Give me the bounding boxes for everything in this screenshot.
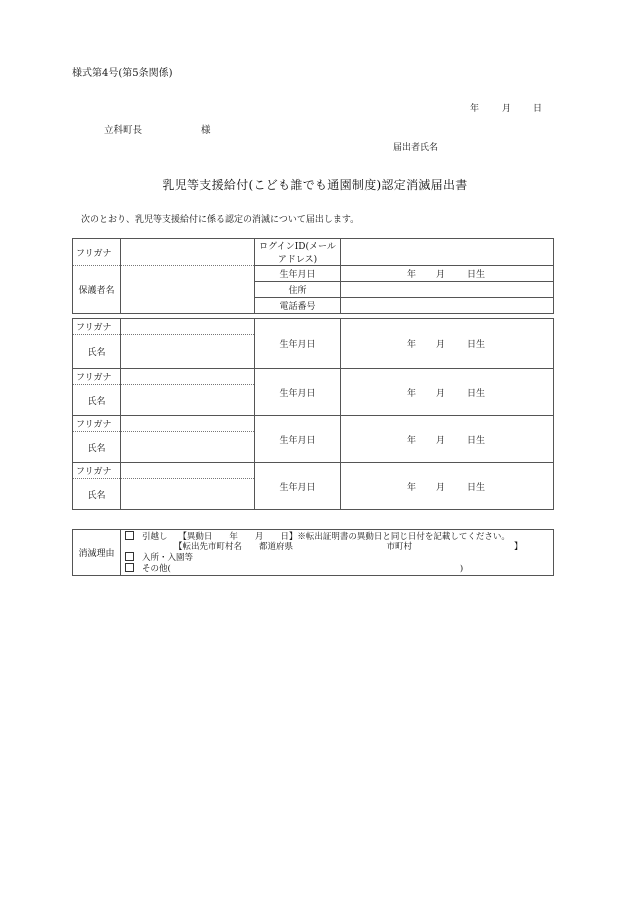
child-name-field[interactable]: [121, 432, 255, 463]
move-checkbox[interactable]: [125, 531, 134, 540]
login-id-field[interactable]: [341, 239, 554, 266]
child-name-label: 氏名: [73, 432, 121, 463]
birth-day-unit: 日生: [467, 340, 486, 350]
guardian-phone-label: 電話番号: [255, 298, 341, 314]
birth-month-unit: 月: [436, 270, 446, 280]
child-furigana-field[interactable]: [121, 463, 255, 479]
child-name-label: 氏名: [73, 385, 121, 416]
guardian-table: [72, 238, 554, 314]
birth-day-unit: 日生: [467, 270, 486, 280]
login-id-label: ログインID(メールアドレス): [255, 239, 341, 266]
reason-other-row: [125, 563, 549, 574]
birth-day-unit: 日生: [467, 482, 486, 493]
date-year-label: 年: [470, 104, 480, 114]
other-checkbox[interactable]: [125, 563, 134, 572]
child-birth-field[interactable]: [341, 463, 554, 510]
child-furigana-label: フリガナ: [73, 463, 121, 479]
child-birth-label: 生年月日: [255, 463, 341, 510]
guardian-name-field[interactable]: [121, 266, 255, 314]
child-birth-label: 生年月日: [255, 416, 341, 463]
guardian-furigana-field[interactable]: [121, 239, 255, 266]
guardian-furigana-label: フリガナ: [73, 239, 121, 266]
date-day-label: 日: [533, 104, 543, 114]
child-name-field[interactable]: [121, 479, 255, 510]
child-birth-field[interactable]: [341, 416, 554, 463]
child-furigana-label: フリガナ: [73, 319, 121, 335]
other-label[interactable]: その他( ): [142, 564, 464, 574]
birth-year-unit: 年: [407, 388, 417, 399]
birth-month-unit: 月: [436, 340, 446, 350]
guardian-phone-field[interactable]: [341, 298, 554, 314]
guardian-name-label: 保護者名: [73, 266, 121, 314]
guardian-birth-field[interactable]: [341, 266, 554, 282]
birth-month-unit: 月: [436, 388, 446, 399]
admission-label: 入所・入園等: [142, 553, 194, 563]
birth-month-unit: 月: [436, 482, 446, 493]
reason-move-row: [125, 531, 549, 542]
birth-day-unit: 日生: [467, 435, 486, 446]
child-name-field[interactable]: [121, 385, 255, 416]
child-name-label: 氏名: [73, 335, 121, 369]
birth-year-unit: 年: [407, 435, 417, 446]
child-name-label: 氏名: [73, 479, 121, 510]
guardian-birth-label: 生年月日: [255, 266, 341, 282]
birth-month-unit: 月: [436, 435, 446, 446]
honorific: 様: [201, 125, 211, 136]
child-furigana-field[interactable]: [121, 416, 255, 432]
birth-day-unit: 日生: [467, 388, 486, 399]
destination-detail: 【転出先市町村名 都道府県 市町村 】: [174, 542, 523, 552]
child-furigana-label: フリガナ: [73, 416, 121, 432]
reason-dest-row: [125, 542, 549, 552]
form-number: 様式第4号(第5条関係): [72, 68, 173, 79]
child-furigana-field[interactable]: [121, 369, 255, 385]
move-label: 引越し: [142, 532, 168, 542]
guardian-address-label: 住所: [255, 282, 341, 298]
child-name-field[interactable]: [121, 335, 255, 369]
child-birth-field[interactable]: [341, 319, 554, 369]
birth-year-unit: 年: [407, 482, 417, 493]
addressee: 立科町長: [104, 125, 143, 136]
move-date-detail: 【異動日 年 月 日】※転出証明書の異動日と同じ日付を記載してください。: [178, 532, 510, 542]
intro-text: 次のとおり、乳児等支援給付に係る認定の消滅について届出します。: [81, 215, 360, 225]
reason-label: 消滅理由: [73, 530, 121, 576]
reason-options: [121, 530, 554, 576]
guardian-address-field[interactable]: [341, 282, 554, 298]
birth-year-unit: 年: [407, 340, 417, 350]
birth-year-unit: 年: [407, 270, 417, 280]
child-furigana-field[interactable]: [121, 319, 255, 335]
reason-admission-row: [125, 552, 549, 563]
child-birth-label: 生年月日: [255, 319, 341, 369]
children-table: [72, 318, 554, 510]
child-furigana-label: フリガナ: [73, 369, 121, 385]
child-birth-label: 生年月日: [255, 369, 341, 416]
notifier-name-label: 届出者氏名: [393, 143, 439, 153]
reason-table: [72, 529, 554, 576]
date-month-label: 月: [502, 104, 512, 114]
document-title: 乳児等支援給付(こども誰でも通園制度)認定消滅届出書: [162, 178, 468, 192]
child-birth-field[interactable]: [341, 369, 554, 416]
admission-checkbox[interactable]: [125, 552, 134, 561]
